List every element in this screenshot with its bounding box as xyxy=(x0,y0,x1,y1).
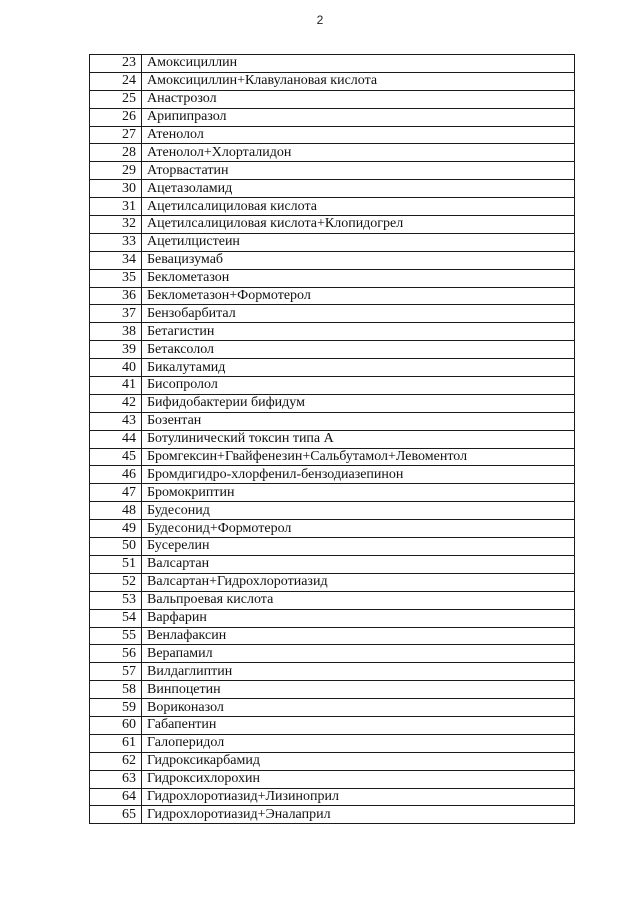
drug-name: Вальпроевая кислота xyxy=(142,591,575,609)
row-number: 49 xyxy=(90,520,142,538)
row-number: 60 xyxy=(90,716,142,734)
drug-name: Вилдаглиптин xyxy=(142,663,575,681)
table-row xyxy=(90,699,575,717)
drug-name: Ботулинический токсин типа А xyxy=(142,430,575,448)
table-row xyxy=(90,72,575,90)
drug-name: Амоксициллин xyxy=(142,55,575,73)
drug-name: Атенолол xyxy=(142,126,575,144)
row-number: 33 xyxy=(90,233,142,251)
drug-name: Гидроксихлорохин xyxy=(142,770,575,788)
table-row xyxy=(90,502,575,520)
drug-name: Ацетазоламид xyxy=(142,180,575,198)
row-number: 32 xyxy=(90,216,142,234)
row-number: 43 xyxy=(90,412,142,430)
table-row xyxy=(90,216,575,234)
row-number: 35 xyxy=(90,269,142,287)
row-number: 29 xyxy=(90,162,142,180)
row-number: 41 xyxy=(90,377,142,395)
row-number: 57 xyxy=(90,663,142,681)
drug-name: Бевацизумаб xyxy=(142,251,575,269)
row-number: 46 xyxy=(90,466,142,484)
row-number: 42 xyxy=(90,394,142,412)
table-row xyxy=(90,126,575,144)
drug-name: Бифидобактерии бифидум xyxy=(142,394,575,412)
table-row xyxy=(90,609,575,627)
row-number: 64 xyxy=(90,788,142,806)
table-row xyxy=(90,466,575,484)
row-number: 26 xyxy=(90,108,142,126)
drug-name: Бикалутамид xyxy=(142,359,575,377)
row-number: 44 xyxy=(90,430,142,448)
row-number: 39 xyxy=(90,341,142,359)
row-number: 56 xyxy=(90,645,142,663)
row-number: 24 xyxy=(90,72,142,90)
drug-name: Амоксициллин+Клавулановая кислота xyxy=(142,72,575,90)
drug-list-table xyxy=(89,54,575,824)
drug-name: Гидрохлоротиазид+Лизиноприл xyxy=(142,788,575,806)
table-row xyxy=(90,520,575,538)
table-row xyxy=(90,448,575,466)
row-number: 65 xyxy=(90,806,142,824)
row-number: 47 xyxy=(90,484,142,502)
drug-name: Венлафаксин xyxy=(142,627,575,645)
drug-name: Анастрозол xyxy=(142,90,575,108)
table-row xyxy=(90,627,575,645)
drug-name: Бромокриптин xyxy=(142,484,575,502)
table-row xyxy=(90,430,575,448)
table-row xyxy=(90,538,575,556)
row-number: 38 xyxy=(90,323,142,341)
table-row xyxy=(90,180,575,198)
row-number: 61 xyxy=(90,734,142,752)
table-row xyxy=(90,591,575,609)
row-number: 30 xyxy=(90,180,142,198)
table-row xyxy=(90,681,575,699)
row-number: 55 xyxy=(90,627,142,645)
drug-name: Гидрохлоротиазид+Эналаприл xyxy=(142,806,575,824)
table-row xyxy=(90,806,575,824)
row-number: 36 xyxy=(90,287,142,305)
drug-list-body xyxy=(90,55,575,824)
table-row xyxy=(90,251,575,269)
drug-name: Бромдигидро-хлорфенил-бензодиазепинон xyxy=(142,466,575,484)
row-number: 51 xyxy=(90,555,142,573)
table-row xyxy=(90,198,575,216)
drug-name: Бетагистин xyxy=(142,323,575,341)
drug-name: Бензобарбитал xyxy=(142,305,575,323)
table-row xyxy=(90,734,575,752)
table-row xyxy=(90,716,575,734)
row-number: 54 xyxy=(90,609,142,627)
drug-name: Будесонид xyxy=(142,502,575,520)
drug-name: Аторвастатин xyxy=(142,162,575,180)
drug-name: Гидроксикарбамид xyxy=(142,752,575,770)
drug-name: Беклометазон+Формотерол xyxy=(142,287,575,305)
drug-name: Габапентин xyxy=(142,716,575,734)
row-number: 23 xyxy=(90,55,142,73)
table-row xyxy=(90,305,575,323)
table-row xyxy=(90,323,575,341)
row-number: 62 xyxy=(90,752,142,770)
drug-name: Галоперидол xyxy=(142,734,575,752)
drug-name: Атенолол+Хлорталидон xyxy=(142,144,575,162)
drug-name: Валсартан+Гидрохлоротиазид xyxy=(142,573,575,591)
table-row xyxy=(90,144,575,162)
drug-name: Ацетилсалициловая кислота xyxy=(142,198,575,216)
row-number: 59 xyxy=(90,699,142,717)
table-row xyxy=(90,573,575,591)
table-row xyxy=(90,377,575,395)
table-row xyxy=(90,788,575,806)
table-row xyxy=(90,555,575,573)
drug-name: Варфарин xyxy=(142,609,575,627)
row-number: 28 xyxy=(90,144,142,162)
table-row xyxy=(90,663,575,681)
table-row xyxy=(90,162,575,180)
drug-name: Бетаксолол xyxy=(142,341,575,359)
row-number: 25 xyxy=(90,90,142,108)
drug-name: Верапамил xyxy=(142,645,575,663)
row-number: 34 xyxy=(90,251,142,269)
table-row xyxy=(90,233,575,251)
drug-name: Бисопролол xyxy=(142,377,575,395)
row-number: 58 xyxy=(90,681,142,699)
row-number: 45 xyxy=(90,448,142,466)
table-row xyxy=(90,645,575,663)
drug-name: Винпоцетин xyxy=(142,681,575,699)
row-number: 48 xyxy=(90,502,142,520)
row-number: 31 xyxy=(90,198,142,216)
row-number: 63 xyxy=(90,770,142,788)
row-number: 40 xyxy=(90,359,142,377)
page-number: 2 xyxy=(316,13,324,27)
drug-name: Бусерелин xyxy=(142,538,575,556)
drug-name: Вориконазол xyxy=(142,699,575,717)
table-row xyxy=(90,770,575,788)
row-number: 37 xyxy=(90,305,142,323)
drug-name: Беклометазон xyxy=(142,269,575,287)
table-row xyxy=(90,55,575,73)
table-row xyxy=(90,108,575,126)
table-row xyxy=(90,412,575,430)
table-row xyxy=(90,90,575,108)
row-number: 50 xyxy=(90,538,142,556)
table-row xyxy=(90,341,575,359)
table-row xyxy=(90,394,575,412)
row-number: 52 xyxy=(90,573,142,591)
drug-name: Ацетилцистеин xyxy=(142,233,575,251)
drug-name: Валсартан xyxy=(142,555,575,573)
drug-name: Бозентан xyxy=(142,412,575,430)
row-number: 53 xyxy=(90,591,142,609)
table-row xyxy=(90,359,575,377)
table-row xyxy=(90,269,575,287)
table-row xyxy=(90,752,575,770)
drug-name: Бромгексин+Гвайфенезин+Сальбутамол+Левоментол xyxy=(142,448,575,466)
drug-name: Ацетилсалициловая кислота+Клопидогрел xyxy=(142,216,575,234)
table-row xyxy=(90,484,575,502)
drug-name: Арипипразол xyxy=(142,108,575,126)
table-row xyxy=(90,287,575,305)
drug-name: Будесонид+Формотерол xyxy=(142,520,575,538)
row-number: 27 xyxy=(90,126,142,144)
